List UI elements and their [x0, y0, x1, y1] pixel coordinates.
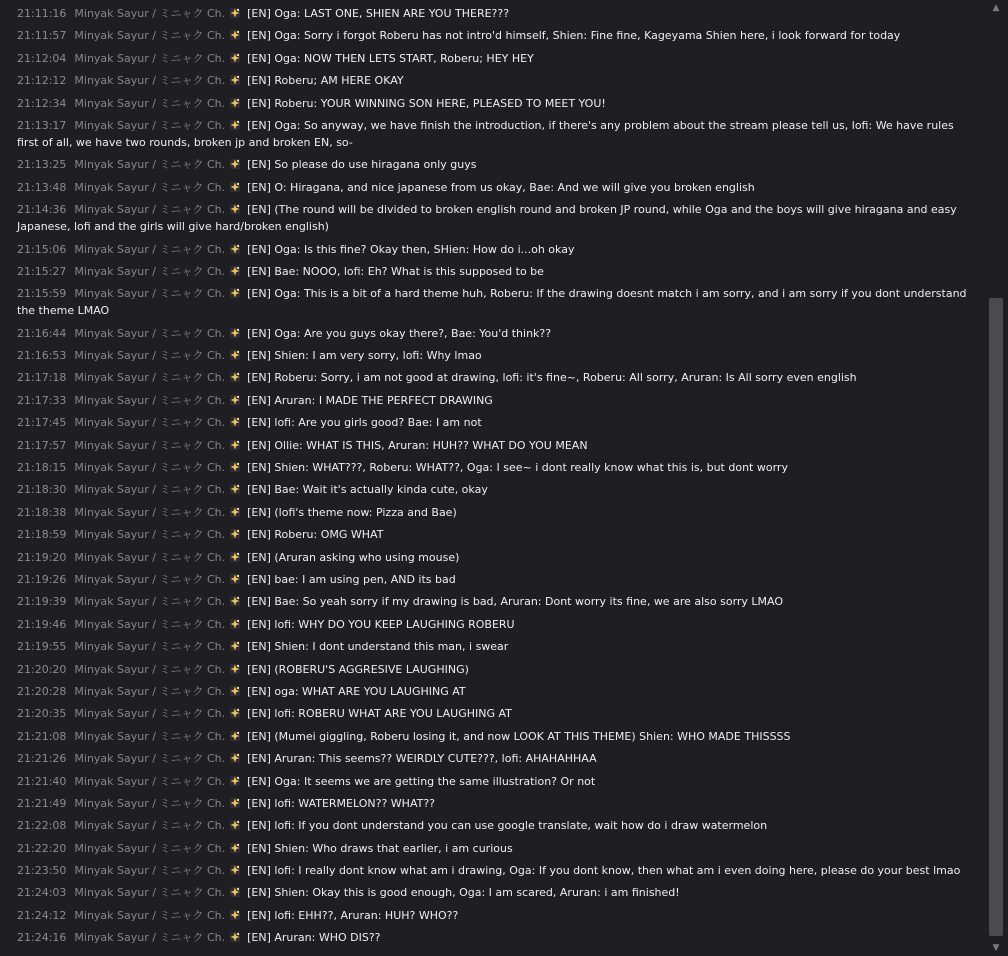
message-text: [EN] oga: WHAT ARE YOU LAUGHING AT	[247, 684, 466, 698]
chat-message	[17, 862, 969, 879]
message-username[interactable]: Minyak Sayur / ミニャク Ch.	[74, 371, 226, 385]
chat-message	[17, 117, 969, 151]
message-timestamp: 21:18:59	[17, 528, 67, 542]
sparkle-badge-icon	[229, 416, 241, 428]
chat-message	[17, 526, 969, 543]
sparkle-badge-icon	[229, 528, 241, 540]
message-username[interactable]: Minyak Sayur / ミニャク Ch.	[74, 287, 226, 301]
message-timestamp: 21:13:48	[17, 180, 67, 194]
sparkle-badge-icon	[229, 265, 241, 277]
message-timestamp: 21:15:27	[17, 264, 67, 278]
message-username[interactable]: Minyak Sayur / ミニャク Ch.	[74, 572, 226, 586]
sparkle-badge-icon	[229, 752, 241, 764]
chat-message	[17, 414, 969, 431]
message-timestamp: 21:17:57	[17, 438, 67, 452]
sparkle-badge-icon	[229, 287, 241, 299]
chat-message	[17, 347, 969, 364]
message-username[interactable]: Minyak Sayur / ミニャク Ch.	[74, 74, 226, 88]
chat-message	[17, 95, 969, 112]
message-text: [EN] Oga: Is this fine? Okay then, SHien: How do i...oh okay	[247, 242, 575, 256]
message-text: [EN] Roberu: YOUR WINNING SON HERE, PLEASED TO MEET YOU!	[247, 96, 606, 110]
message-timestamp: 21:15:59	[17, 287, 67, 301]
chat-message	[17, 705, 969, 722]
sparkle-badge-icon	[229, 886, 241, 898]
message-timestamp: 21:21:26	[17, 752, 67, 766]
chat-message	[17, 616, 969, 633]
message-timestamp: 21:17:33	[17, 393, 67, 407]
sparkle-badge-icon	[229, 595, 241, 607]
message-text: [EN] (lofi's theme now: Pizza and Bae)	[247, 505, 457, 519]
sparkle-badge-icon	[229, 797, 241, 809]
message-text: [EN] Shien: I dont understand this man, i swear	[247, 640, 509, 654]
scroll-down-arrow-icon[interactable]: ▼	[992, 943, 1000, 953]
message-text: [EN] lofi: EHH??, Aruran: HUH? WHO??	[247, 908, 459, 922]
message-text: [EN] Oga: Sorry i forgot Roberu has not intro'd himself, Shien: Fine fine, Kageyama Shien here, i look forward for today	[247, 29, 901, 43]
sparkle-badge-icon	[229, 394, 241, 406]
sparkle-badge-icon	[229, 573, 241, 585]
sparkle-badge-icon	[229, 483, 241, 495]
message-list	[17, 5, 969, 952]
message-text: [EN] Aruran: WHO DIS??	[247, 931, 381, 945]
sparkle-badge-icon	[229, 819, 241, 831]
message-username[interactable]: Minyak Sayur / ミニャク Ch.	[74, 203, 226, 217]
message-username[interactable]: Minyak Sayur / ミニャク Ch.	[74, 707, 226, 721]
chat-message	[17, 773, 969, 790]
message-username[interactable]: Minyak Sayur / ミニャク Ch.	[74, 662, 226, 676]
message-timestamp: 21:17:18	[17, 371, 67, 385]
message-username[interactable]: Minyak Sayur / ミニャク Ch.	[74, 393, 226, 407]
chat-message	[17, 179, 969, 196]
message-timestamp: 21:24:12	[17, 908, 67, 922]
sparkle-badge-icon	[229, 707, 241, 719]
message-username[interactable]: Minyak Sayur / ミニャク Ch.	[74, 483, 226, 497]
message-timestamp: 21:19:26	[17, 572, 67, 586]
message-username[interactable]: Minyak Sayur / ミニャク Ch.	[74, 505, 226, 519]
chat-message	[17, 325, 969, 342]
message-timestamp: 21:21:40	[17, 774, 67, 788]
chat-message	[17, 929, 969, 946]
message-username[interactable]: Minyak Sayur / ミニャク Ch.	[74, 51, 226, 65]
message-username[interactable]: Minyak Sayur / ミニャク Ch.	[74, 774, 226, 788]
message-text: [EN] Oga: It seems we are getting the same illustration? Or not	[247, 774, 596, 788]
message-text: [EN] Shien: Who draws that earlier, i am curious	[247, 841, 513, 855]
sparkle-badge-icon	[229, 842, 241, 854]
message-timestamp: 21:11:57	[17, 29, 67, 43]
message-text: [EN] (Aruran asking who using mouse)	[247, 550, 460, 564]
message-timestamp: 21:22:20	[17, 841, 67, 855]
sparkle-badge-icon	[229, 775, 241, 787]
message-username[interactable]: Minyak Sayur / ミニャク Ch.	[74, 96, 226, 110]
chat-message	[17, 571, 969, 588]
message-text: [EN] Shien: WHAT???, Roberu: WHAT??, Oga: I see~ i dont really know what this is, but dont worry	[247, 461, 788, 475]
message-username[interactable]: Minyak Sayur / ミニャク Ch.	[74, 640, 226, 654]
message-username[interactable]: Minyak Sayur / ミニャク Ch.	[74, 326, 226, 340]
message-text: [EN] lofi: WHY DO YOU KEEP LAUGHING ROBERU	[247, 617, 515, 631]
chat-message	[17, 750, 969, 767]
message-username[interactable]: Minyak Sayur / ミニャク Ch.	[74, 349, 226, 363]
sparkle-badge-icon	[229, 864, 241, 876]
message-timestamp: 21:14:36	[17, 203, 67, 217]
sparkle-badge-icon	[229, 371, 241, 383]
message-text: [EN] (The round will be divided to broken english round and broken JP round, while Oga and the boys will give hiragana and easy Japanese, lofi and the girls will give hard/broken english)	[17, 203, 957, 234]
chat-message	[17, 156, 969, 173]
message-username[interactable]: Minyak Sayur / ミニャク Ch.	[74, 595, 226, 609]
sparkle-badge-icon	[229, 52, 241, 64]
sparkle-badge-icon	[229, 931, 241, 943]
message-timestamp: 21:19:20	[17, 550, 67, 564]
message-text: [EN] Oga: So anyway, we have finish the introduction, if there's any problem about the stream please tell us, lofi: We have rules first of all, we have two rounds, broken jp and broken EN, so-	[17, 118, 954, 149]
sparkle-badge-icon	[229, 909, 241, 921]
message-timestamp: 21:16:53	[17, 349, 67, 363]
message-timestamp: 21:17:45	[17, 416, 67, 430]
message-username[interactable]: Minyak Sayur / ミニャク Ch.	[74, 416, 226, 430]
message-timestamp: 21:12:04	[17, 51, 67, 65]
sparkle-badge-icon	[229, 119, 241, 131]
message-timestamp: 21:20:35	[17, 707, 67, 721]
message-timestamp: 21:12:12	[17, 74, 67, 88]
message-timestamp: 21:19:55	[17, 640, 67, 654]
message-username[interactable]: Minyak Sayur / ミニャク Ch.	[74, 931, 226, 945]
sparkle-badge-icon	[229, 97, 241, 109]
message-username[interactable]: Minyak Sayur / ミニャク Ch.	[74, 264, 226, 278]
message-timestamp: 21:13:17	[17, 118, 67, 132]
message-timestamp: 21:23:50	[17, 864, 67, 878]
chat-message	[17, 840, 969, 857]
message-timestamp: 21:16:44	[17, 326, 67, 340]
sparkle-badge-icon	[229, 439, 241, 451]
sparkle-badge-icon	[229, 506, 241, 518]
message-username[interactable]: Minyak Sayur / ミニャク Ch.	[74, 908, 226, 922]
chat-message	[17, 549, 969, 566]
chat-message	[17, 285, 969, 319]
chat-message	[17, 72, 969, 89]
message-text: [EN] Oga: This is a bit of a hard theme huh, Roberu: If the drawing doesnt match i am sorry, and i am sorry if you dont understand the theme LMAO	[17, 287, 967, 318]
chat-message	[17, 459, 969, 476]
chat-message	[17, 5, 969, 22]
message-username[interactable]: Minyak Sayur / ミニャク Ch.	[74, 118, 226, 132]
message-username[interactable]: Minyak Sayur / ミニャク Ch.	[74, 242, 226, 256]
message-text: [EN] (Mumei giggling, Roberu losing it, and now LOOK AT THIS THEME) Shien: WHO MADE THISSSS	[247, 729, 791, 743]
message-timestamp: 21:11:16	[17, 7, 67, 20]
message-text: [EN] Roberu; AM HERE OKAY	[247, 74, 404, 88]
sparkle-badge-icon	[229, 29, 241, 41]
sparkle-badge-icon	[229, 461, 241, 473]
message-username[interactable]: Minyak Sayur / ミニャク Ch.	[74, 550, 226, 564]
message-text: [EN] lofi: WATERMELON?? WHAT??	[247, 796, 436, 810]
chat-message	[17, 504, 969, 521]
sparkle-badge-icon	[229, 663, 241, 675]
sparkle-badge-icon	[229, 640, 241, 652]
message-username[interactable]: Minyak Sayur / ミニャク Ch.	[74, 729, 226, 743]
sparkle-badge-icon	[229, 7, 241, 19]
chat-message	[17, 795, 969, 812]
chat-message	[17, 481, 969, 498]
message-username[interactable]: Minyak Sayur / ミニャク Ch.	[74, 819, 226, 833]
message-timestamp: 21:18:30	[17, 483, 67, 497]
message-timestamp: 21:20:20	[17, 662, 67, 676]
message-username[interactable]: Minyak Sayur / ミニャク Ch.	[74, 617, 226, 631]
message-text: [EN] Ollie: WHAT IS THIS, Aruran: HUH?? WHAT DO YOU MEAN	[247, 438, 588, 452]
message-text: [EN] O: Hiragana, and nice japanese from us okay, Bae: And we will give you broken english	[247, 180, 755, 194]
chat-message	[17, 817, 969, 834]
message-timestamp: 21:13:25	[17, 158, 67, 172]
message-timestamp: 21:21:08	[17, 729, 67, 743]
message-text: [EN] Roberu: Sorry, i am not good at drawing, lofi: it's fine~, Roberu: All sorry, Aruran: Is All sorry even english	[247, 371, 857, 385]
sparkle-badge-icon	[229, 618, 241, 630]
message-username[interactable]: Minyak Sayur / ミニャク Ch.	[74, 886, 226, 900]
chat-message	[17, 27, 969, 44]
chat-message	[17, 638, 969, 655]
message-timestamp: 21:22:08	[17, 819, 67, 833]
message-username[interactable]: Minyak Sayur / ミニャク Ch.	[74, 29, 226, 43]
message-timestamp: 21:24:03	[17, 886, 67, 900]
sparkle-badge-icon	[229, 730, 241, 742]
sparkle-badge-icon	[229, 181, 241, 193]
message-text: [EN] Shien: Okay this is good enough, Oga: I am scared, Aruran: i am finished!	[247, 886, 680, 900]
message-username[interactable]: Minyak Sayur / ミニャク Ch.	[74, 841, 226, 855]
message-text: [EN] Bae: Wait it's actually kinda cute, okay	[247, 483, 488, 497]
vertical-scrollbar[interactable]	[986, 0, 1008, 956]
chat-message	[17, 392, 969, 409]
message-username[interactable]: Minyak Sayur / ミニャク Ch.	[74, 528, 226, 542]
chat-message	[17, 241, 969, 258]
message-timestamp: 21:12:34	[17, 96, 67, 110]
scroll-up-arrow-icon[interactable]: ▲	[992, 3, 1000, 13]
sparkle-badge-icon	[229, 349, 241, 361]
message-timestamp: 21:19:39	[17, 595, 67, 609]
message-text: [EN] Aruran: This seems?? WEIRDLY CUTE???, lofi: AHAHAHHAA	[247, 752, 597, 766]
message-text: [EN] Oga: NOW THEN LETS START, Roberu; HEY HEY	[247, 51, 534, 65]
message-text: [EN] lofi: I really dont know what am i drawing, Oga: If you dont know, then what am i even doing here, please do your best lmao	[247, 864, 961, 878]
message-timestamp: 21:18:38	[17, 505, 67, 519]
message-username[interactable]: Minyak Sayur / ミニャク Ch.	[74, 684, 226, 698]
message-timestamp: 21:15:06	[17, 242, 67, 256]
sparkle-badge-icon	[229, 551, 241, 563]
message-text: [EN] bae: I am using pen, AND its bad	[247, 572, 456, 586]
message-text: [EN] Aruran: I MADE THE PERFECT DRAWING	[247, 393, 493, 407]
sparkle-badge-icon	[229, 243, 241, 255]
message-username[interactable]: Minyak Sayur / ミニャク Ch.	[74, 180, 226, 194]
message-username[interactable]: Minyak Sayur / ミニャク Ch.	[74, 461, 226, 475]
message-text: [EN] lofi: If you dont understand you can use google translate, wait how do i draw watermelon	[247, 819, 768, 833]
message-text: [EN] Shien: I am very sorry, lofi: Why lmao	[247, 349, 482, 363]
chat-message	[17, 201, 969, 235]
message-username[interactable]: Minyak Sayur / ミニャク Ch.	[74, 7, 226, 20]
message-username[interactable]: Minyak Sayur / ミニャク Ch.	[74, 438, 226, 452]
sparkle-badge-icon	[229, 327, 241, 339]
message-text: [EN] (ROBERU'S AGGRESIVE LAUGHING)	[247, 662, 469, 676]
message-username[interactable]: Minyak Sayur / ミニャク Ch.	[74, 864, 226, 878]
chat-message	[17, 907, 969, 924]
message-timestamp: 21:21:49	[17, 796, 67, 810]
message-timestamp: 21:18:15	[17, 461, 67, 475]
message-text: [EN] Bae: So yeah sorry if my drawing is bad, Aruran: Dont worry its fine, we are also sorry LMAO	[247, 595, 784, 609]
message-username[interactable]: Minyak Sayur / ミニャク Ch.	[74, 796, 226, 810]
sparkle-badge-icon	[229, 158, 241, 170]
sparkle-badge-icon	[229, 203, 241, 215]
chat-message	[17, 661, 969, 678]
message-username[interactable]: Minyak Sayur / ミニャク Ch.	[74, 752, 226, 766]
message-timestamp: 21:19:46	[17, 617, 67, 631]
message-text: [EN] lofi: Are you girls good? Bae: I am not	[247, 416, 482, 430]
scrollbar-thumb[interactable]	[989, 298, 1003, 936]
chat-message	[17, 50, 969, 67]
sparkle-badge-icon	[229, 685, 241, 697]
chat-message	[17, 683, 969, 700]
sparkle-badge-icon	[229, 74, 241, 86]
chat-message	[17, 437, 969, 454]
message-text: [EN] Bae: NOOO, lofi: Eh? What is this supposed to be	[247, 264, 544, 278]
chat-message	[17, 728, 969, 745]
message-text: [EN] So please do use hiragana only guys	[247, 158, 477, 172]
message-text: [EN] lofi: ROBERU WHAT ARE YOU LAUGHING AT	[247, 707, 512, 721]
chat-message	[17, 369, 969, 386]
message-timestamp: 21:20:28	[17, 684, 67, 698]
chat-message	[17, 263, 969, 280]
message-username[interactable]: Minyak Sayur / ミニャク Ch.	[74, 158, 226, 172]
message-timestamp: 21:24:16	[17, 931, 67, 945]
chat-message	[17, 593, 969, 610]
message-text: [EN] Oga: Are you guys okay there?, Bae: You'd think??	[247, 326, 552, 340]
message-text: [EN] Oga: LAST ONE, SHIEN ARE YOU THERE???	[247, 7, 510, 20]
message-text: [EN] Roberu: OMG WHAT	[247, 528, 384, 542]
chat-message	[17, 884, 969, 901]
